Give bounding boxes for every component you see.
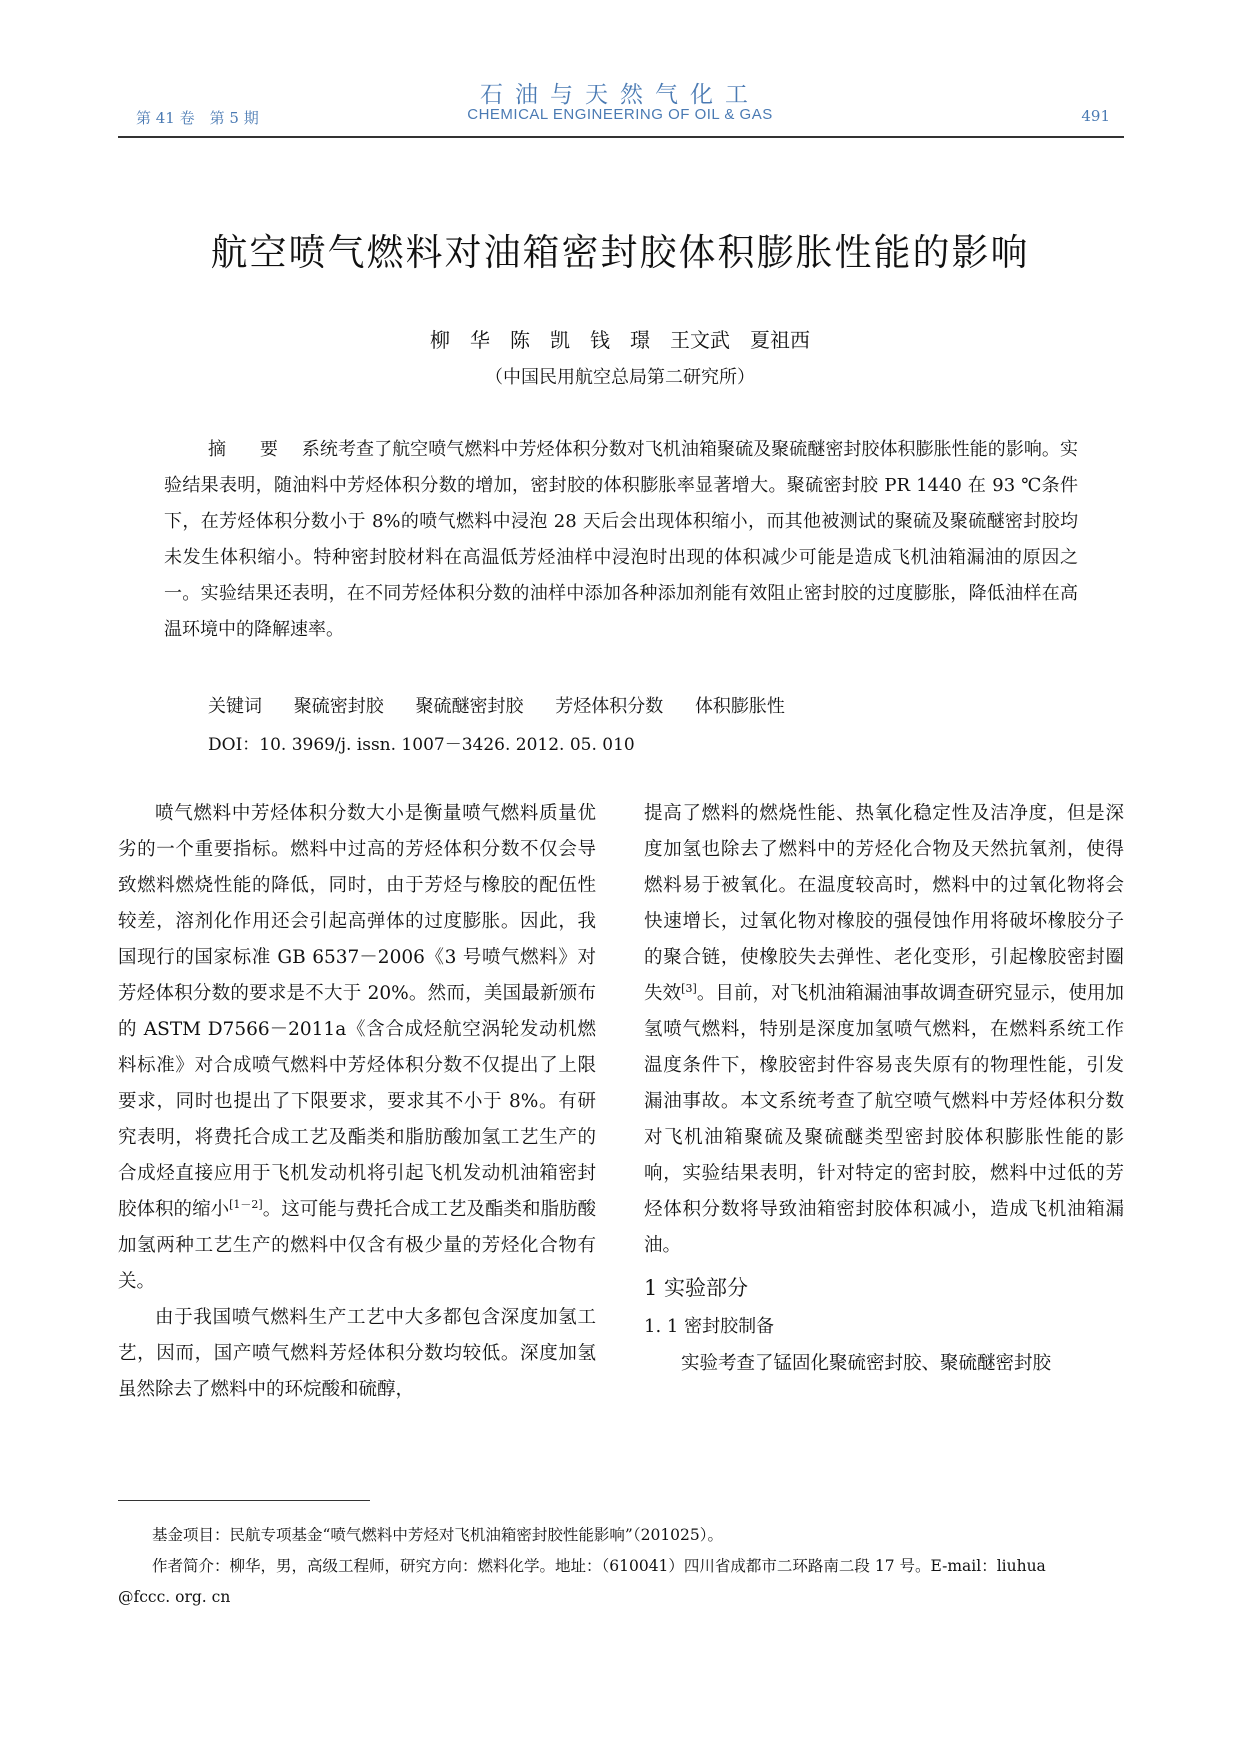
section-heading: 1 实验部分 bbox=[644, 1276, 749, 1300]
subsection-heading: 1. 1 密封胶制备 bbox=[644, 1316, 775, 1337]
keyword: 聚硫醚密封胶 bbox=[415, 696, 524, 717]
body-paragraph: 由于我国喷气燃料生产工艺中大多都包含深度加氢工艺，因而，国产喷气燃料芳烃体积分数均较低。深度加氢虽然除去了燃料中的环烷酸和硫醇， bbox=[118, 1307, 596, 1400]
abstract bbox=[164, 432, 1078, 648]
keyword: 体积膨胀性 bbox=[694, 696, 785, 717]
citation: [1－2] bbox=[229, 1197, 263, 1211]
body-column-right bbox=[644, 796, 1124, 1382]
footnote-author-email: @fccc. org. cn bbox=[118, 1588, 231, 1606]
header-rule bbox=[118, 136, 1124, 138]
authors: 柳 华 陈 凯 钱 璟 王文武 夏祖西 bbox=[430, 328, 810, 352]
citation: [3] bbox=[681, 981, 697, 995]
body-paragraph: 喷气燃料中芳烃体积分数大小是衡量喷气燃料质量优劣的一个重要指标。燃料中过高的芳烃体积分数不仅会导致燃料燃烧性能的降低，同时，由于芳烃与橡胶的配伍性较差，溶剂化作用还会引起高弹体的过度膨胀。因此，我国现行的国家标准 GB 6537－2006《3 号喷气燃料》对芳烃体积分数的要求是不大于 20%。然而，美国最新颁布的 ASTM D7566－2011a《含合成烃航空涡轮发动机燃料标准》对合成喷气燃料中芳烃体积分数不仅提出了上限要求，同时也提出了下限要求，要求其不小于 8%。有研究表明，将费托合成工艺及酯类和脂肪酸加氢工艺生产的合成烃直接应用于飞机发动机将引起飞机发动机油箱密封胶体积的缩小[1－2]。这可能与费托合成工艺及酯类和脂肪酸加氢两种工艺生产的燃料中仅含有极少量的芳烃化合物有关。 bbox=[118, 803, 596, 1292]
keyword: 芳烃体积分数 bbox=[555, 696, 664, 717]
body-paragraph: 提高了燃料的燃烧性能、热氧化稳定性及洁净度，但是深度加氢也除去了燃料中的芳烃化合物及天然抗氧剂，使得燃料易于被氧化。在温度较高时，燃料中的过氧化物将会快速增长，过氧化物对橡胶的强侵蚀作用将破坏橡胶分子的聚合链，使橡胶失去弹性、老化变形，引起橡胶密封圈失效[3]。目前，对飞机油箱漏油事故调查研究显示，使用加氢喷气燃料，特别是深度加氢喷气燃料，在燃料系统工作温度条件下，橡胶密封件容易丧失原有的物理性能，引发漏油事故。本文系统考查了航空喷气燃料中芳烃体积分数对飞机油箱聚硫及聚硫醚类型密封胶体积膨胀性能的影响，实验结果表明，针对特定的密封胶，燃料中过低的芳烃体积分数将导致油箱密封胶体积减小，造成飞机油箱漏油。 bbox=[644, 803, 1124, 1256]
body-column-left bbox=[118, 796, 596, 1408]
keyword: 聚硫密封胶 bbox=[293, 696, 384, 717]
page-number: 491 bbox=[1081, 107, 1110, 125]
keywords bbox=[208, 692, 811, 718]
abstract-label: 摘 要 bbox=[208, 439, 292, 460]
affiliation: （中国民用航空总局第二研究所） bbox=[485, 367, 755, 388]
footnote-rule bbox=[118, 1500, 370, 1501]
body-paragraph: 实验考查了锰固化聚硫密封胶、聚硫醚密封胶 bbox=[681, 1353, 1052, 1374]
journal-title-cn: 石油与天然气化工 bbox=[480, 82, 760, 108]
footnote-author: 作者简介：柳华，男，高级工程师，研究方向：燃料化学。地址：（610041）四川省成都市二环路南二段 17 号。E-mail：liuhua bbox=[152, 1557, 1046, 1575]
doi: DOI：10. 3969/j. issn. 1007－3426. 2012. 05. 010 bbox=[208, 735, 635, 755]
article-title: 航空喷气燃料对油箱密封胶体积膨胀性能的影响 bbox=[210, 231, 1030, 274]
abstract-text: 系统考查了航空喷气燃料中芳烃体积分数对飞机油箱聚硫及聚硫醚密封胶体积膨胀性能的影响。实验结果表明，随油料中芳烃体积分数的增加，密封胶的体积膨胀率显著增大。聚硫密封胶 PR 1440 在 93 ℃条件下，在芳烃体积分数小于 8%的喷气燃料中浸泡 28 天后会出现体积缩小，而其他被测试的聚硫及聚硫醚密封胶均未发生体积缩小。特种密封胶材料在高温低芳烃油样中浸泡时出现的体积减少可能是造成飞机油箱漏油的原因之一。实验结果还表明，在不同芳烃体积分数的油样中添加各种添加剂能有效阻止密封胶的过度膨胀，降低油样在高温环境中的降解速率。 bbox=[164, 439, 1078, 640]
volume-issue: 第 41 卷 第 5 期 bbox=[136, 109, 259, 127]
keywords-label: 关键词 bbox=[208, 696, 262, 717]
footnote-fund: 基金项目：民航专项基金“喷气燃料中芳烃对飞机油箱密封胶性能影响”（201025）。 bbox=[152, 1526, 724, 1544]
journal-title-en: CHEMICAL ENGINEERING OF OIL & GAS bbox=[467, 106, 773, 123]
